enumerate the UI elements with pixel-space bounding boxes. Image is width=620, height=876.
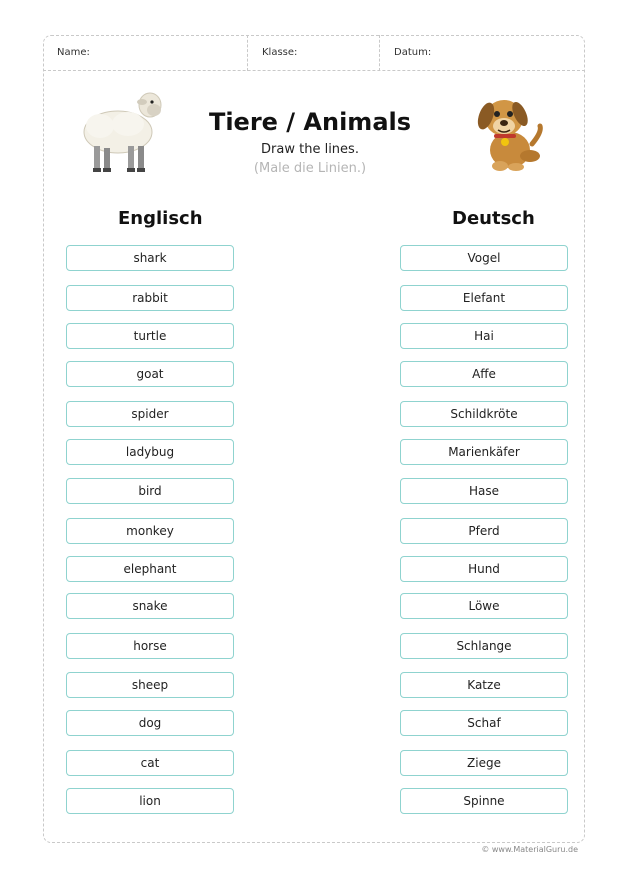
german-word-box[interactable]: Vogel: [400, 245, 568, 271]
german-word-box[interactable]: Pferd: [400, 518, 568, 544]
header-fields: [43, 35, 585, 71]
name-label: Name:: [57, 47, 90, 58]
german-word-box[interactable]: Schaf: [400, 710, 568, 736]
english-word-box[interactable]: bird: [66, 478, 234, 504]
english-word-box[interactable]: snake: [66, 593, 234, 619]
english-word-box[interactable]: turtle: [66, 323, 234, 349]
english-word-box[interactable]: lion: [66, 788, 234, 814]
german-word-box[interactable]: Schlange: [400, 633, 568, 659]
english-word-box[interactable]: sheep: [66, 672, 234, 698]
instruction-german: (Male die Linien.): [253, 161, 367, 176]
german-word-box[interactable]: Ziege: [400, 750, 568, 776]
english-word-box[interactable]: goat: [66, 361, 234, 387]
date-field[interactable]: [380, 35, 585, 71]
english-word-box[interactable]: dog: [66, 710, 234, 736]
english-word-box[interactable]: rabbit: [66, 285, 234, 311]
german-word-box[interactable]: Affe: [400, 361, 568, 387]
name-field[interactable]: [43, 35, 248, 71]
german-word-box[interactable]: Löwe: [400, 593, 568, 619]
english-word-box[interactable]: cat: [66, 750, 234, 776]
german-word-box[interactable]: Marienkäfer: [400, 439, 568, 465]
german-word-box[interactable]: Hund: [400, 556, 568, 582]
german-word-box[interactable]: Hase: [400, 478, 568, 504]
english-word-box[interactable]: monkey: [66, 518, 234, 544]
english-word-box[interactable]: spider: [66, 401, 234, 427]
copyright-footer: © www.MaterialGuru.de: [481, 845, 578, 854]
english-word-box[interactable]: horse: [66, 633, 234, 659]
english-column-heading: Englisch: [118, 208, 203, 229]
german-column-heading: Deutsch: [452, 208, 535, 229]
english-word-box[interactable]: shark: [66, 245, 234, 271]
german-word-box[interactable]: Schildkröte: [400, 401, 568, 427]
english-word-box[interactable]: ladybug: [66, 439, 234, 465]
german-word-box[interactable]: Katze: [400, 672, 568, 698]
english-word-box[interactable]: elephant: [66, 556, 234, 582]
german-word-box[interactable]: Spinne: [400, 788, 568, 814]
page-title: Tiere / Animals: [208, 108, 412, 136]
date-label: Datum:: [394, 47, 432, 58]
german-word-box[interactable]: Elefant: [400, 285, 568, 311]
class-label: Klasse:: [262, 47, 298, 58]
instruction: Draw the lines.: [261, 142, 359, 157]
class-field[interactable]: [248, 35, 380, 71]
german-word-box[interactable]: Hai: [400, 323, 568, 349]
